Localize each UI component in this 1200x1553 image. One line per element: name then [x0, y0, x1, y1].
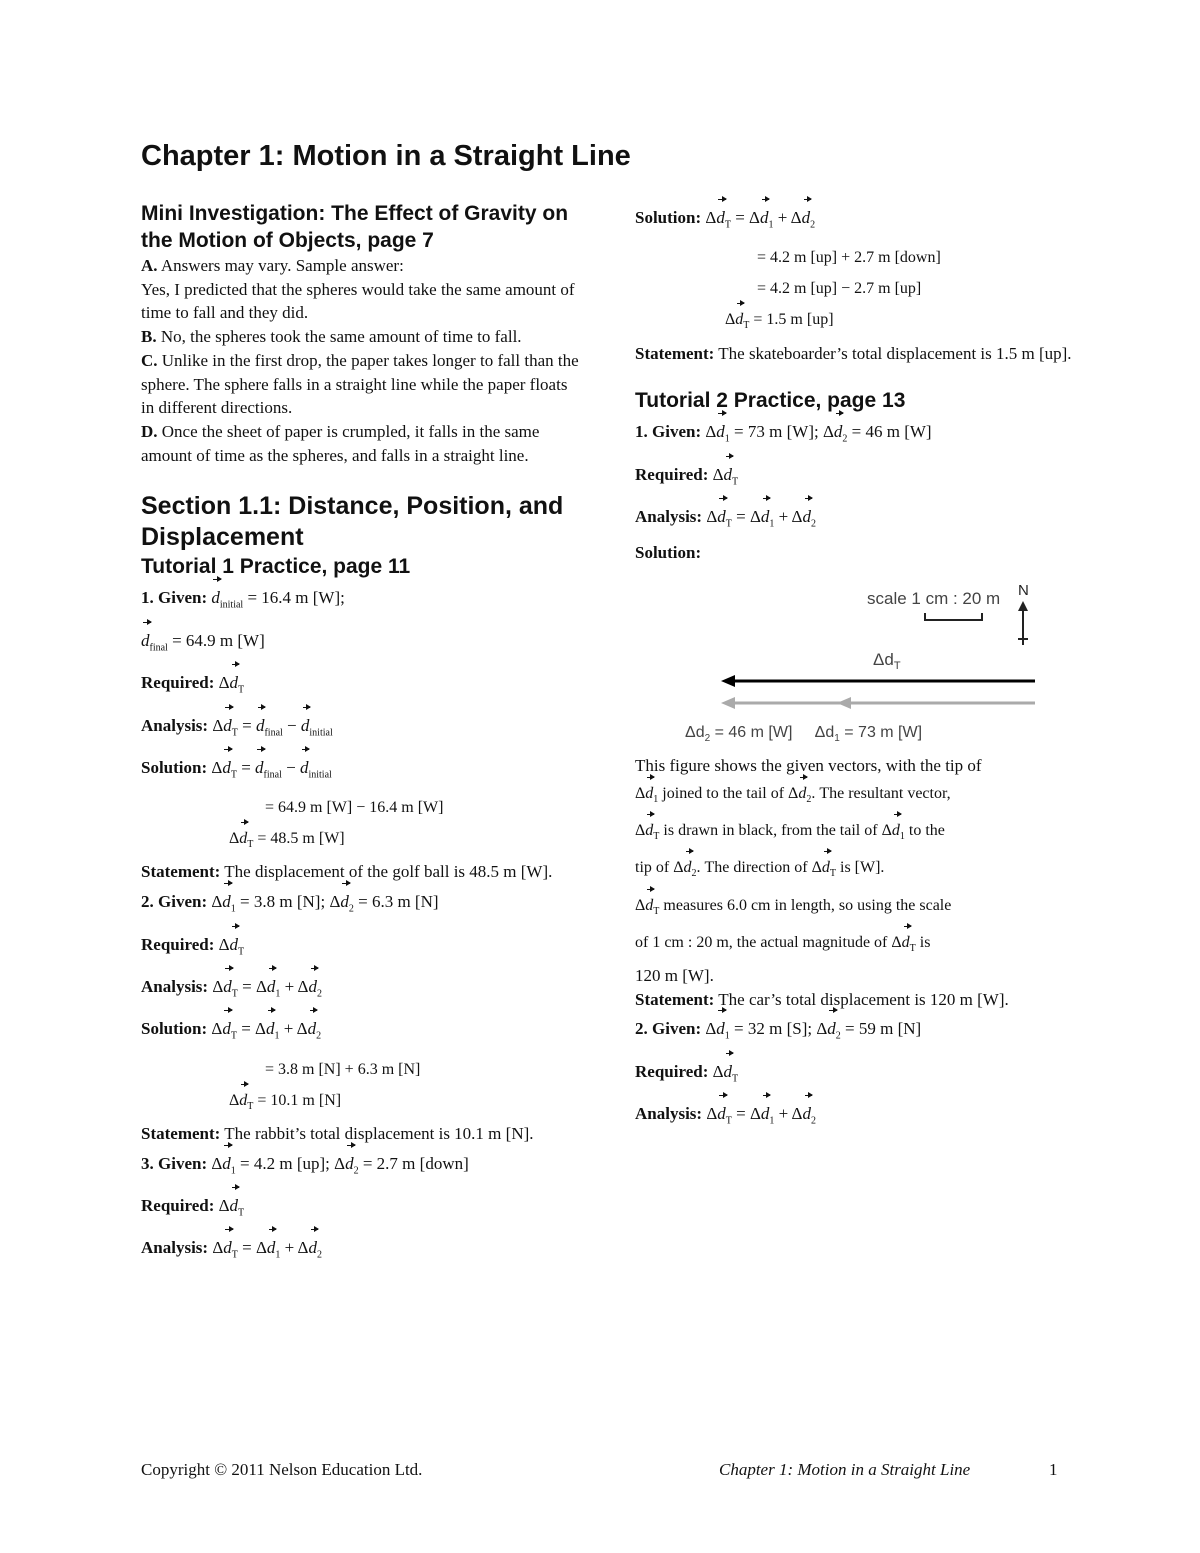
- t2-q1-statement: Statement: The car’s total displacement is 120 m [W].: [635, 989, 1009, 1009]
- figure-explanation-line5: $\Delta d_T$ measures 6.0 cm in length, so using the scale: [635, 890, 1075, 927]
- q1-solution-line3: $\Delta d_T = 48.5$ m [W]: [141, 823, 581, 860]
- figure-explanation-line4: tip of $\Delta d_2$. The direction of $\Delta d_T$ is [W].: [635, 852, 1075, 889]
- north-label: N: [1018, 582, 1029, 600]
- figure-explanation-line3: $\Delta d_T$ is drawn in black, from the tail of $\Delta d_1$ to the: [635, 815, 1075, 852]
- left-column: [141, 200, 581, 1273]
- q2-statement: Statement: The rabbit’s total displacement is 10.1 m [N].: [141, 1123, 534, 1143]
- page-number: 1: [1049, 1460, 1058, 1479]
- figure-explanation-line7: 120 m [W].: [635, 965, 714, 985]
- t2-q2-given: 2. Given: $\Delta d_1 = 32$ m [S]; $\Delta d_2 = 59$ m [N]: [635, 1011, 1075, 1053]
- mini-answer-b: B. No, the spheres took the same amount of time to fall.: [141, 327, 522, 347]
- t2-q2-analysis: Analysis: $\Delta d_T = \Delta d_1 + \Delta d_2$: [635, 1096, 1075, 1138]
- scale-label: scale 1 cm : 20 m: [867, 589, 1001, 609]
- q3-statement: Statement: The skateboarder’s total displacement is 1.5 m [up].: [635, 343, 1072, 363]
- section-heading: Section 1.1: Distance, Position, and Displacement: [141, 492, 564, 552]
- q1-solution: Solution: $\Delta d_T = d_{final} - d_{initial}$: [141, 750, 581, 792]
- figure-vector-labels: $\Delta d_2 = 46$ m [W] $\Delta d_1 = 73$ m [W]: [685, 724, 923, 745]
- q3-analysis: Analysis: $\Delta d_T = \Delta d_1 + \Delta d_2$: [141, 1230, 581, 1272]
- t2-q1-required: Required: $\Delta d_T$: [635, 457, 1075, 499]
- tutorial1-heading: Tutorial 1 Practice, page 11: [141, 555, 411, 579]
- mini-answer-a: A. Answers may vary. Sample answer: Yes, I predicted that the spheres would take the same amount of time to fall and they did.: [141, 256, 575, 323]
- right-column: [635, 200, 1075, 1139]
- mini-answer-c: C. Unlike in the first drop, the paper takes longer to fall than the sphere. The sphere falls in a straight line while the paper floats in different directions.: [141, 350, 579, 418]
- q1-required: Required: $\Delta d_T$: [141, 665, 581, 707]
- footer-chapter: Chapter 1: Motion in a Straight Line: [719, 1460, 971, 1479]
- q3-given: 3. Given: $\Delta d_1 = 4.2$ m [up]; $\Delta d_2 = 2.7$ m [down]: [141, 1146, 581, 1188]
- q1-statement: Statement: The displacement of the golf ball is 48.5 m [W].: [141, 862, 553, 882]
- figure-explanation-line1: This figure shows the given vectors, with the tip of: [635, 756, 982, 776]
- q3-required: Required: $\Delta d_T$: [141, 1188, 581, 1230]
- resultant-arrowhead: [721, 675, 735, 687]
- d2-arrowhead: [721, 697, 735, 709]
- q2-solution: Solution: $\Delta d_T = \Delta d_1 + \Delta d_2$: [141, 1011, 581, 1053]
- scale-bar: [925, 613, 982, 620]
- dT-label: $\Delta d_T$: [873, 650, 901, 673]
- north-arrow-icon: [1018, 601, 1028, 645]
- d1-arrowhead: [837, 697, 851, 709]
- t2-q1-given: 1. Given: $\Delta d_1 = 73$ m [W]; $\Delta d_2 = 46$ m [W]: [635, 414, 1075, 456]
- tutorial2-heading: Tutorial 2 Practice, page 13: [635, 389, 906, 413]
- q2-given: 2. Given: $\Delta d_1 = 3.8$ m [N]; $\Delta d_2 = 6.3$ m [N]: [141, 884, 581, 926]
- page-title: Chapter 1: Motion in a Straight Line: [141, 140, 631, 172]
- q2-analysis: Analysis: $\Delta d_T = \Delta d_1 + \Delta d_2$: [141, 969, 581, 1011]
- q1-given: 1. Given: $d_{initial} = 16.4$ m [W];: [141, 580, 581, 622]
- figure-explanation-line6: of 1 cm : 20 m, the actual magnitude of $\Delta d_T$ is: [635, 927, 1075, 964]
- q1-solution-line2: = 64.9 m [W] − 16.4 m [W]: [265, 799, 444, 817]
- q3-solution-line2: = 4.2 m [up] + 2.7 m [down]: [757, 249, 941, 267]
- q1-given-final: $d_{final} = 64.9$ m [W]: [141, 623, 581, 665]
- mini-answer-d: D. Once the sheet of paper is crumpled, it falls in the same amount of time as the spheres, and falls in a straight line.: [141, 421, 540, 465]
- mini-investigation-heading: Mini Investigation: The Effect of Gravity on the Motion of Objects, page 7: [141, 202, 569, 252]
- footer-copyright: Copyright © 2011 Nelson Education Ltd.: [141, 1460, 423, 1479]
- q3-solution-line4: $\Delta d_T = 1.5$ m [up]: [635, 304, 1075, 341]
- q2-solution-line3: $\Delta d_T = 10.1$ m [N]: [141, 1085, 581, 1122]
- q1-analysis: Analysis: $\Delta d_T = d_{final} - d_{initial}$: [141, 708, 581, 750]
- vector-diagram: [675, 569, 1035, 719]
- q3-solution-line3: = 4.2 m [up] − 2.7 m [up]: [757, 280, 922, 298]
- q3-solution: Solution: $\Delta d_T = \Delta d_1 + \Delta d_2$: [635, 200, 1075, 242]
- t2-q1-analysis: Analysis: $\Delta d_T = \Delta d_1 + \Delta d_2$: [635, 499, 1075, 541]
- figure-explanation-line2: $\Delta d_1$ joined to the tail of $\Delta d_2$. The resultant vector,: [635, 778, 1075, 815]
- q2-required: Required: $\Delta d_T$: [141, 927, 581, 969]
- t2-q1-solution-label: Solution:: [635, 543, 702, 563]
- t2-q2-required: Required: $\Delta d_T$: [635, 1054, 1075, 1096]
- q2-solution-line2: = 3.8 m [N] + 6.3 m [N]: [265, 1060, 421, 1078]
